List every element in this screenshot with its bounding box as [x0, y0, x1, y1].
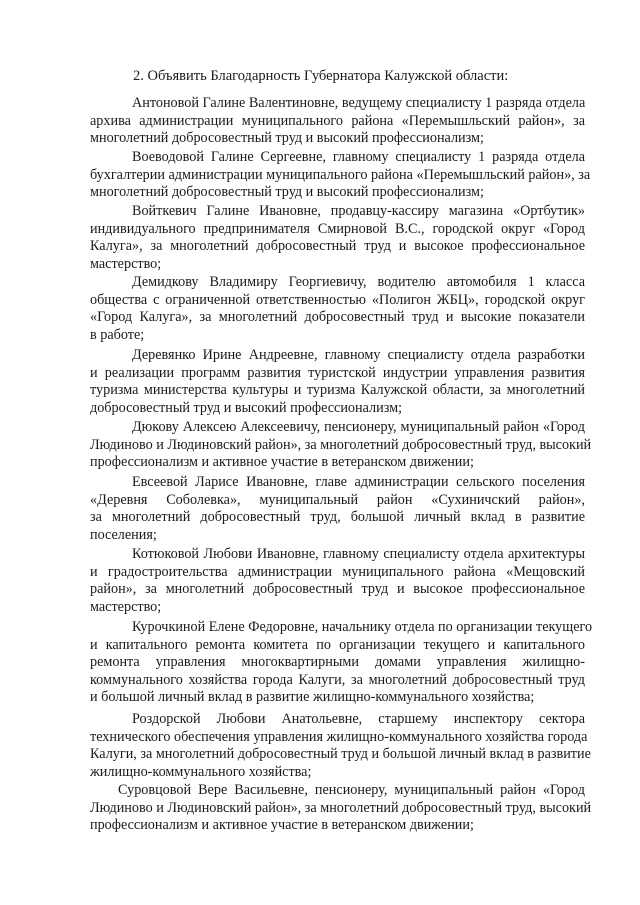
paragraph-line: туризма министерства культуры и туризма Калужской области, за многолетний	[90, 382, 585, 399]
paragraph-line: многолетний добросовестный труд и высокий профессионализм;	[90, 130, 484, 147]
paragraph-line: Суровцовой Вере Васильевне, пенсионеру, муниципальный район «Город	[118, 782, 585, 798]
paragraph-line: и капитального ремонта комитета по организации текущего и капитального	[90, 636, 585, 653]
paragraph-line: Демидкову Владимиру Георгиевичу, водителю автомобиля 1 класса	[132, 274, 585, 290]
paragraph	[90, 95, 585, 148]
paragraph-line: ремонта управления многоквартирными домами управления жилищно-	[90, 654, 585, 671]
paragraph	[90, 274, 585, 344]
paragraph-line: и большой личный вклад в развитие жилищно-коммунального хозяйства;	[90, 689, 535, 706]
paragraph-line: бухгалтерии администрации муниципального района «Перемышльский район», за	[90, 166, 591, 183]
paragraph-line: Людиново и Людиновский район», за многолетний добросовестный труд, высокий	[90, 436, 592, 453]
paragraph-line: общества с ограниченной ответственностью «Полигон ЖБЦ», городской округ	[90, 291, 585, 308]
paragraph-line: Евсеевой Ларисе Ивановне, главе администрации сельского поселения	[132, 474, 585, 490]
paragraph-line: Калуги, за многолетний добросовестный труд и большой личный вклад в развитие	[90, 746, 591, 763]
paragraph-line: за многолетний добросовестный труд, большой личный вклад в развитие	[90, 509, 585, 526]
paragraph-line: «Деревня Соболевка», муниципальный район «Сухиничский район»,	[90, 491, 585, 508]
paragraph	[90, 419, 592, 472]
paragraph	[90, 546, 585, 616]
paragraph-line: профессионализм и активное участие в ветеранском движении;	[90, 817, 474, 834]
paragraph-line: в работе;	[90, 326, 145, 343]
paragraph-line: Калуга», за многолетний добросовестный труд и высокое профессиональное	[90, 238, 585, 255]
section-heading: 2. Объявить Благодарность Губернатора Калужской области:	[133, 68, 509, 84]
paragraph-line: поселения;	[90, 526, 157, 543]
paragraph-line: технического обеспечения управления жилищно-коммунального хозяйства города	[90, 728, 588, 745]
paragraph	[90, 474, 585, 544]
paragraph-line: «Город Калуга», за многолетний добросовестный труд и высокие показатели	[90, 309, 585, 326]
paragraph-line: Курочкиной Елене Федоровне, начальнику отдела по организации текущего	[132, 619, 593, 635]
paragraph-line: мастерство;	[90, 255, 162, 272]
paragraph	[90, 711, 591, 781]
paragraph	[90, 619, 593, 707]
paragraph-line: профессионализм и активное участие в ветеранском движении;	[90, 454, 474, 471]
paragraph-line: район», за многолетний добросовестный труд и высокое профессиональное	[90, 581, 585, 598]
paragraph	[90, 149, 591, 202]
paragraph-line: Роздорской Любови Анатольевне, старшему инспектору сектора	[132, 711, 585, 727]
paragraph-line: и градостроительства администрации муниципального района «Мещовский	[90, 563, 585, 580]
paragraph-line: добросовестный труд и высокий профессионализм;	[90, 399, 403, 416]
paragraph-line: Войткевич Галине Ивановне, продавцу-кассиру магазина «Ортбутик»	[132, 203, 585, 219]
paragraph-line: жилищно-коммунального хозяйства;	[90, 763, 312, 780]
paragraph-line: Котюковой Любови Ивановне, главному специалисту отдела архитектуры	[132, 546, 585, 562]
paragraph-line: индивидуального предпринимателя Смирновой В.С., городской округ «Город	[90, 220, 585, 237]
paragraph-line: коммунального хозяйства города Калуги, за многолетний добросовестный труд	[90, 671, 585, 688]
paragraph	[90, 203, 585, 273]
paragraph	[90, 347, 585, 417]
paragraph-line: многолетний добросовестный труд и высокий профессионализм;	[90, 184, 484, 201]
paragraph-line: и реализации программ развития туристской индустрии управления развития	[90, 364, 585, 381]
paragraph-line: Людиново и Людиновский район», за многолетний добросовестный труд, высокий	[90, 799, 592, 816]
paragraph-line: архива администрации муниципального района «Перемышльский район», за	[90, 112, 585, 129]
paragraph-line: мастерство;	[90, 598, 162, 615]
paragraph-line: Дюкову Алексею Алексеевичу, пенсионеру, муниципальный район «Город	[132, 419, 585, 435]
paragraph-line: Антоновой Галине Валентиновне, ведущему специалисту 1 разряда отдела	[132, 95, 586, 111]
paragraph	[90, 782, 592, 835]
paragraph-line: Деревянко Ирине Андреевне, главному специалисту отдела разработки	[132, 347, 585, 363]
paragraph-line: Воеводовой Галине Сергеевне, главному специалисту 1 разряда отдела	[132, 149, 585, 165]
